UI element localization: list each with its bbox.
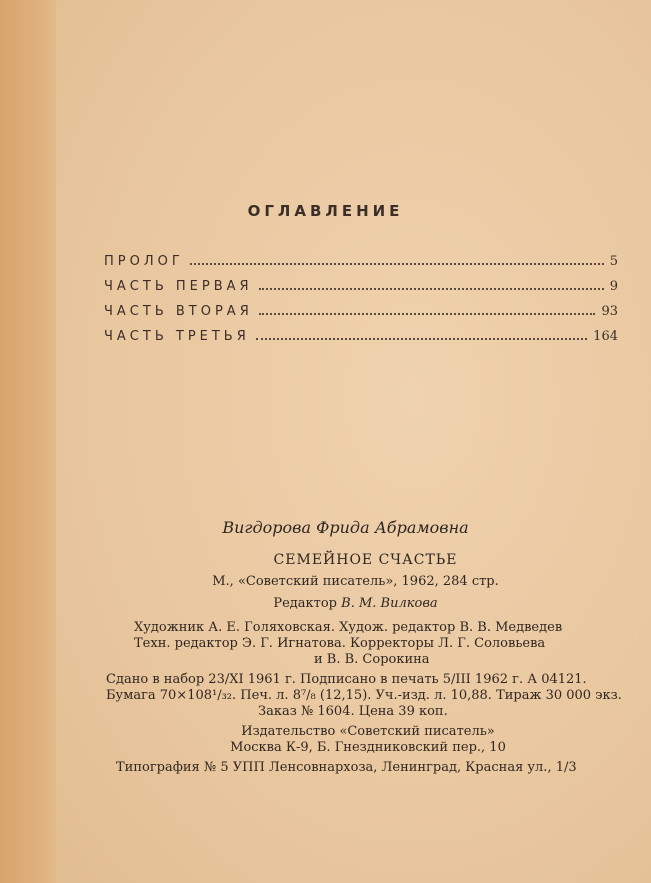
toc-entry [104, 304, 618, 324]
toc-entry [104, 279, 618, 299]
print-info-block [106, 672, 626, 720]
author-name: Вигдорова Фрида Абрамовна [222, 518, 469, 537]
book-title: СЕМЕЙНОЕ СЧАСТЬЕ [273, 552, 458, 568]
credits-block [134, 620, 651, 668]
credits-line: Художник А. Е. Голяховская. Худож. редактор В. В. Медведев [134, 620, 563, 635]
toc-entry [104, 254, 618, 274]
publisher-line: Издательство «Советский писатель» [241, 724, 495, 739]
toc-entry-page: 9 [609, 279, 618, 294]
toc-leader-dots [259, 313, 596, 315]
toc-entry-page: 164 [593, 329, 618, 344]
toc-heading: ОГЛАВЛЕНИЕ [247, 202, 404, 220]
typography-line: Типография № 5 УПП Ленсовнархоза, Ленинград, Красная ул., 1/3 [116, 760, 577, 775]
publisher-line: Москва К-9, Б. Гнездниковский пер., 10 [230, 740, 506, 755]
toc-leader-dots [256, 338, 587, 340]
credits-line: Техн. редактор Э. Г. Игнатова. Корректоры Л. Г. Соловьева [134, 636, 546, 651]
book-spine-edge [0, 0, 56, 883]
toc-entry [104, 329, 618, 349]
editor-name: В. М. Вилкова [341, 596, 438, 611]
print-info-line: Бумага 70×108¹/₃₂. Печ. л. 8⁷/₈ (12,15). Уч.-изд. л. 10,88. Тираж 30 000 экз. [106, 688, 622, 703]
toc-leader-dots [190, 263, 604, 265]
publisher-block [218, 724, 518, 756]
toc-entry-page: 93 [601, 304, 618, 319]
toc-entry-label: ЧАСТЬ ПЕРВАЯ [104, 279, 253, 294]
print-info-line: Заказ № 1604. Цена 39 коп. [258, 704, 448, 719]
credits-line: и В. В. Сорокина [314, 652, 430, 667]
toc-entry-label: ПРОЛОГ [104, 254, 184, 269]
toc-entry-label: ЧАСТЬ ВТОРАЯ [104, 304, 253, 319]
toc-entry-page: 5 [609, 254, 618, 269]
imprint-line: М., «Советский писатель», 1962, 284 стр. [212, 574, 499, 589]
editor-prefix: Редактор [273, 596, 337, 611]
print-info-line: Сдано в набор 23/XI 1961 г. Подписано в печать 5/III 1962 г. А 04121. [106, 672, 587, 687]
toc-entry-label: ЧАСТЬ ТРЕТЬЯ [104, 329, 250, 344]
toc-leader-dots [259, 288, 604, 290]
editor-line [30, 596, 651, 611]
